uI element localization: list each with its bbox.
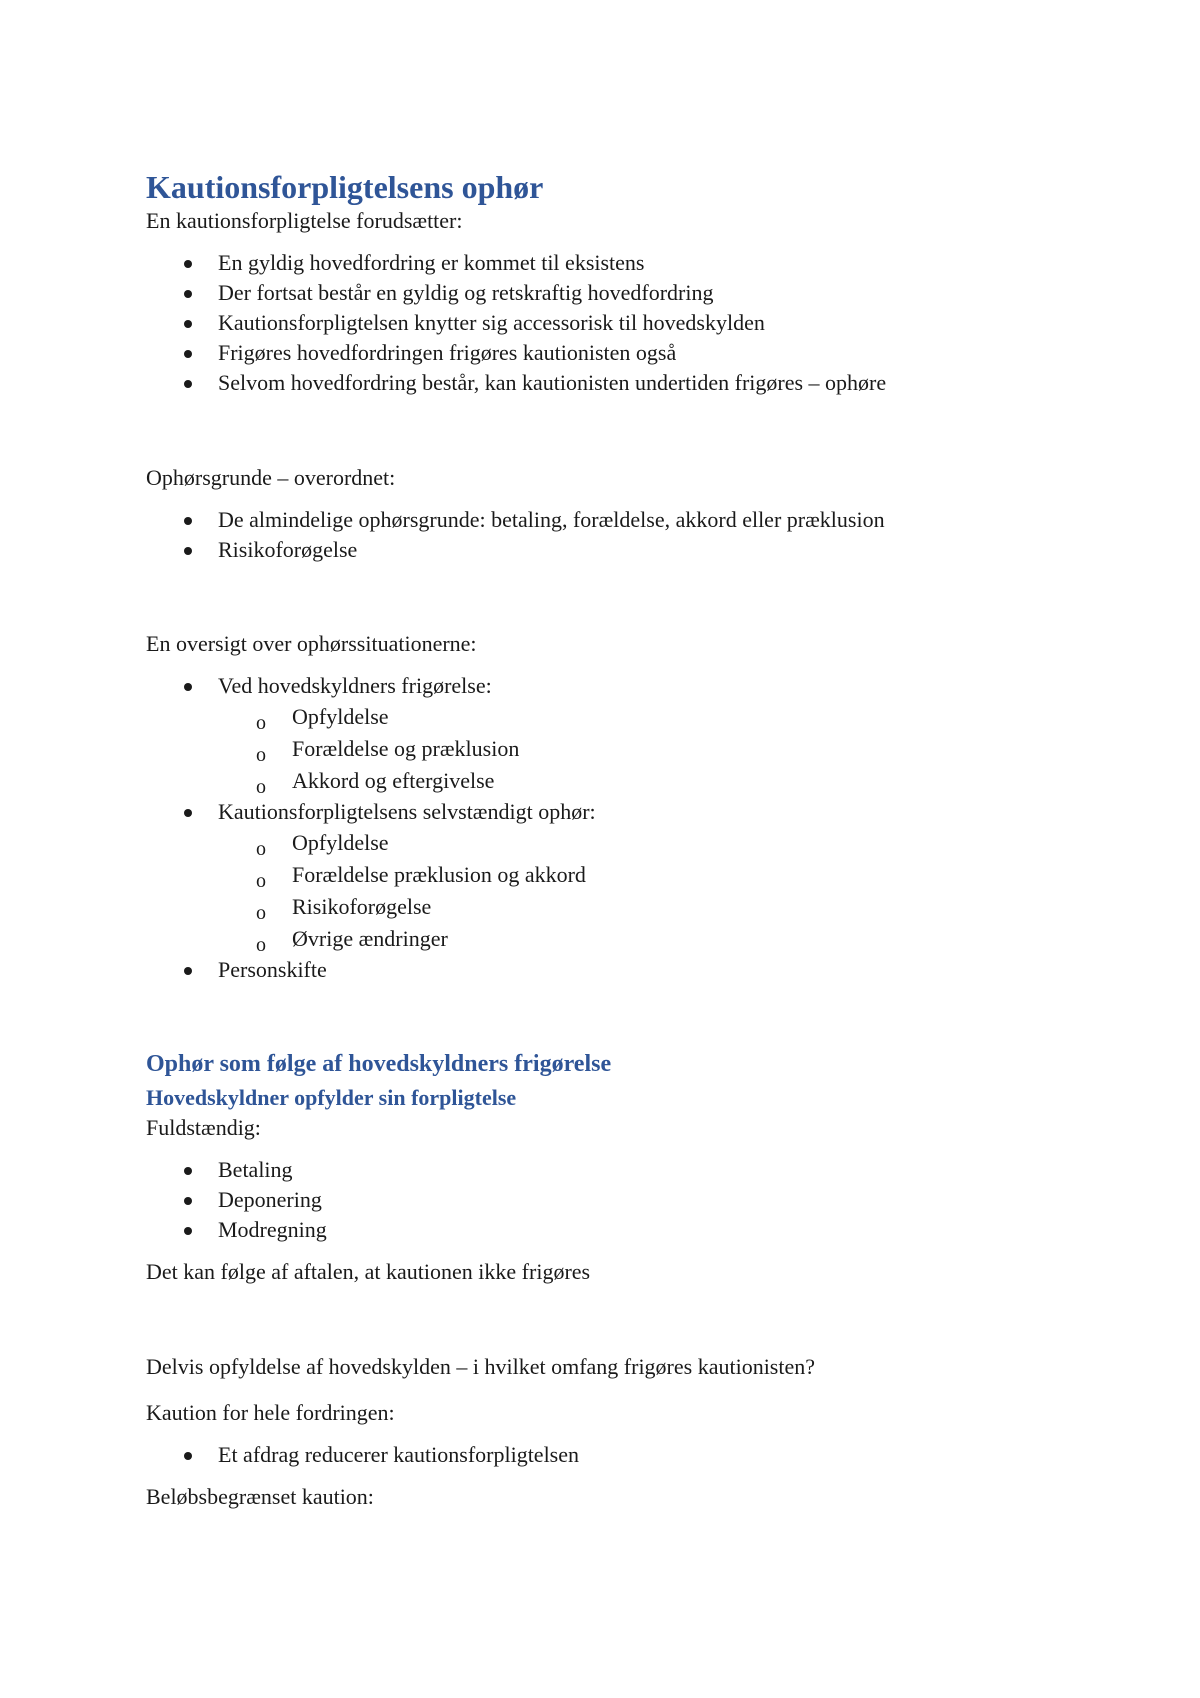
subsection-heading: Hovedskyldner opfylder sin forpligtelse: [146, 1085, 517, 1110]
agreement-paragraph: Det kan følge af aftalen, at kautionen ikke frigøres: [146, 1259, 591, 1284]
grounds-paragraph: Ophørsgrunde – overordnet:: [146, 465, 396, 490]
list-item: De almindelige ophørsgrunde: betaling, forældelse, akkord eller præklusion: [146, 505, 1126, 535]
circle-bullet-icon: o: [256, 744, 266, 766]
bullet-icon: [184, 1452, 192, 1460]
bullet-icon: [184, 547, 192, 555]
circle-bullet-icon: o: [256, 934, 266, 956]
bullet-icon: [184, 260, 192, 268]
overview-list: [146, 671, 1126, 985]
circle-bullet-icon: o: [256, 838, 266, 860]
bullet-icon: [184, 380, 192, 388]
list-item: Et afdrag reducerer kautionsforpligtelsen: [146, 1440, 1126, 1470]
sub-list-item: o Forældelse og præklusion: [146, 733, 1126, 765]
list-item: Kautionsforpligtelsens selvstændigt ophør: o Opfyldelse o Forældelse præklusion og akkord o Risikoforøgelse o Øvrige ændringer: [146, 797, 1126, 955]
circle-bullet-icon: o: [256, 902, 266, 924]
sub-list: [218, 701, 1126, 797]
bullet-icon: [184, 683, 192, 691]
sub-list-item: o Risikoforøgelse: [146, 891, 1126, 923]
bullet-icon: [184, 1197, 192, 1205]
circle-bullet-icon: o: [256, 712, 266, 734]
list-item: Ved hovedskyldners frigørelse: o Opfyldelse o Forældelse og præklusion o Akkord og eftergivelse: [146, 671, 1126, 797]
list-item: Frigøres hovedfordringen frigøres kautionisten også: [146, 338, 1126, 368]
full-list: [146, 1155, 1126, 1245]
grounds-list: [146, 505, 1126, 565]
bullet-icon: [184, 320, 192, 328]
list-item: Selvom hovedfordring består, kan kautionisten undertiden frigøres – ophøre: [146, 368, 1126, 398]
list-item: Betaling: [146, 1155, 1126, 1185]
circle-bullet-icon: o: [256, 870, 266, 892]
bullet-icon: [184, 1227, 192, 1235]
bullet-icon: [184, 517, 192, 525]
bullet-icon: [184, 350, 192, 358]
bullet-icon: [184, 809, 192, 817]
whole-list: [146, 1440, 1126, 1470]
list-item: Der fortsat består en gyldig og retskraftig hovedfordring: [146, 278, 1126, 308]
bullet-icon: [184, 967, 192, 975]
sub-list-item: o Øvrige ændringer: [146, 923, 1126, 955]
partial-question-paragraph: Delvis opfyldelse af hovedskylden – i hvilket omfang frigøres kautionisten?: [146, 1354, 816, 1379]
section-heading: Ophør som følge af hovedskyldners frigørelse: [146, 1051, 612, 1077]
intro-paragraph: En kautionsforpligtelse forudsætter:: [146, 208, 463, 233]
sub-list-item: o Opfyldelse: [146, 827, 1126, 859]
list-item: Risikoforøgelse: [146, 535, 1126, 565]
sub-list-item: o Akkord og eftergivelse: [146, 765, 1126, 797]
document-title: Kautionsforpligtelsens ophør: [146, 169, 544, 205]
list-item: Kautionsforpligtelsen knytter sig accessorisk til hovedskylden: [146, 308, 1126, 338]
bullet-icon: [184, 1167, 192, 1175]
circle-bullet-icon: o: [256, 776, 266, 798]
bullet-icon: [184, 290, 192, 298]
full-paragraph: Fuldstændig:: [146, 1115, 261, 1140]
sub-list-item: o Forældelse præklusion og akkord: [146, 859, 1126, 891]
list-item: En gyldig hovedfordring er kommet til eksistens: [146, 248, 1126, 278]
intro-list: [146, 248, 1126, 398]
list-item: Personskifte: [146, 955, 1126, 985]
document-page: [146, 168, 1126, 1512]
whole-paragraph: Kaution for hele fordringen:: [146, 1400, 395, 1425]
overview-paragraph: En oversigt over ophørssituationerne:: [146, 631, 477, 656]
list-item: Deponering: [146, 1185, 1126, 1215]
limited-paragraph: Beløbsbegrænset kaution:: [146, 1484, 374, 1509]
sub-list-item: o Opfyldelse: [146, 701, 1126, 733]
sub-list: [218, 827, 1126, 955]
list-item: Modregning: [146, 1215, 1126, 1245]
